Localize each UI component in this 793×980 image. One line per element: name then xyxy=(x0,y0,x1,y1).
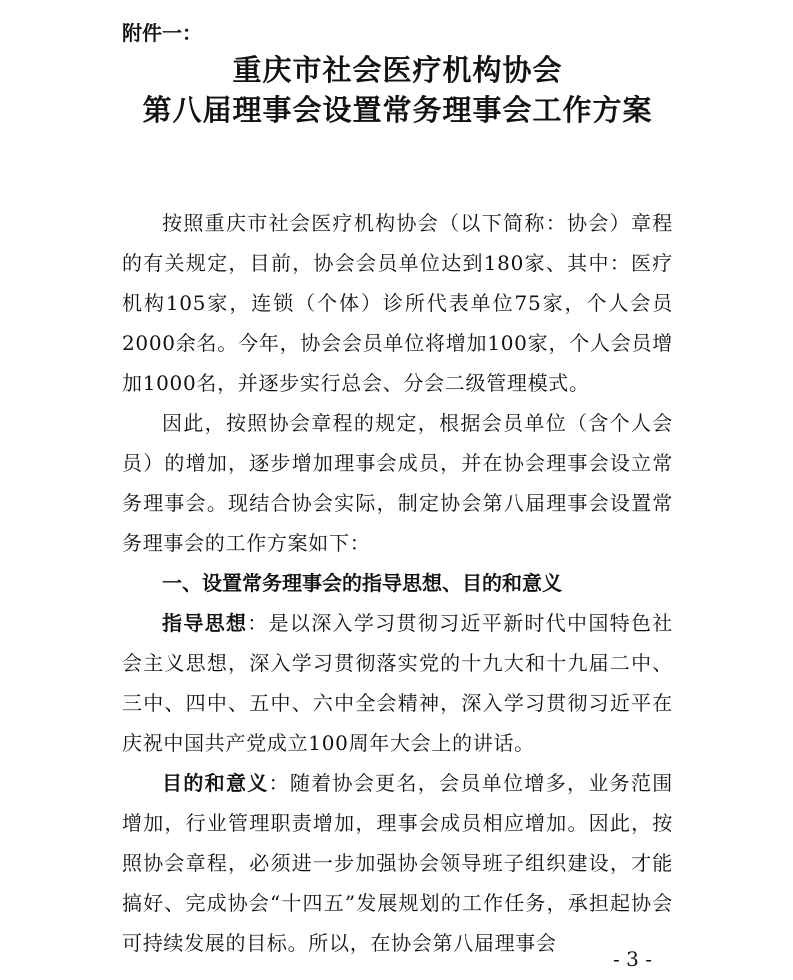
guiding-thought-text: ：是以深入学习贯彻习近平新时代中国特色社会主义思想，深入学习贯彻落实党的十九大和十九届二中、三中、四中、五中、六中全会精神，深入学习贯彻习近平在庆祝中国共产党成立100周年大会上的讲话。 xyxy=(122,611,674,755)
paragraph-purpose xyxy=(122,763,673,963)
guiding-thought-lead: 指导思想 xyxy=(162,611,248,635)
paragraph-guiding-thought xyxy=(122,603,673,763)
purpose-text: ：随着协会更名，会员单位增多，业务范围增加，行业管理职责增加，理事会成员相应增加。因此，按照协会章程，必须进一步加强协会领导班子组织建设，才能搞好、完成协会“十四五”发展规划的工作任务，承担起协会可持续发展的目标。所以，在协会第八届理事会 xyxy=(122,771,673,955)
document-title-line1: 重庆市社会医疗机构协会 xyxy=(232,53,563,87)
attachment-label: 附件一： xyxy=(122,21,202,45)
page-number: - 3 - xyxy=(613,947,652,971)
section-heading-1: 一、设置常务理事会的指导思想、目的和意义 xyxy=(162,571,562,595)
document-title-line2: 第八届理事会设置常务理事会工作方案 xyxy=(142,93,653,127)
paragraph-reason: 因此，按照协会章程的规定，根据会员单位（含个人会员）的增加，逐步增加理事会成员，并在协会理事会设立常务理事会。现结合协会实际，制定协会第八届理事会设置常务理事会的工作方案如下： xyxy=(122,411,673,555)
paragraph-intro: 按照重庆市社会医疗机构协会（以下简称：协会）章程的有关规定，目前，协会会员单位达到180家、其中：医疗机构105家，连锁（个体）诊所代表单位75家，个人会员2000余名。今年，协会会员单位将增加100家，个人会员增加1000名，并逐步实行总会、分会二级管理模式。 xyxy=(122,211,673,395)
document-body xyxy=(122,203,673,963)
purpose-lead: 目的和意义 xyxy=(162,771,269,795)
